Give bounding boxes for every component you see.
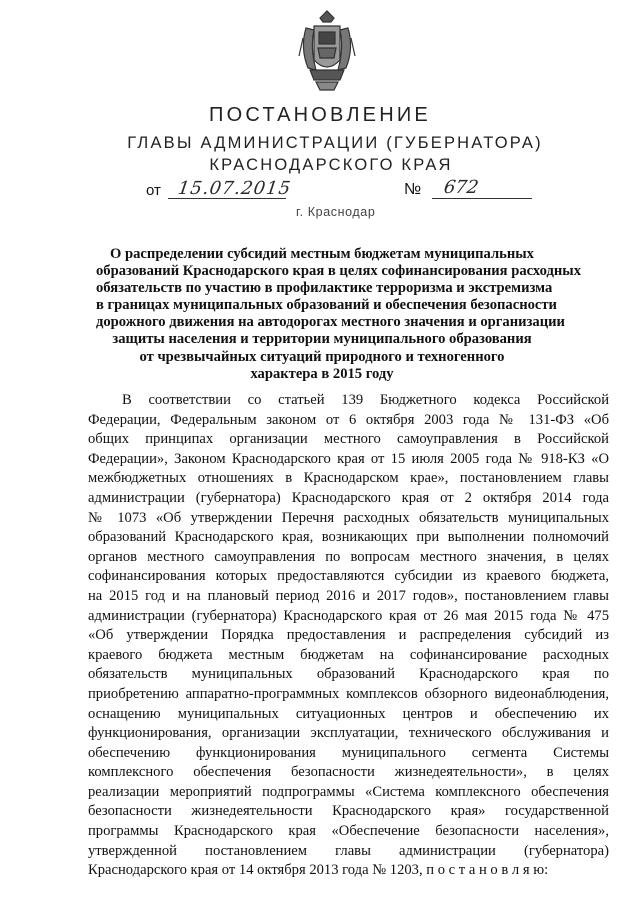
title-line: обязательств по участию в профилактике терроризма и экстремизма: [96, 280, 553, 297]
body-line: администрации (губернатора) Краснодарского края от 2 октября 2014 года: [88, 489, 609, 506]
body-line: № 1073 «Об утверждении Перечня расходных обязательств муниципальных: [88, 509, 609, 526]
document-body: [88, 391, 609, 881]
issuer-heading: ГЛАВЫ АДМИНИСТРАЦИИ (ГУБЕРНАТОРА): [127, 134, 543, 152]
body-line: приобретению аппаратно-программных комплексов обзорного видеонаблюдения,: [88, 685, 609, 702]
body-line: образований Краснодарского края, возникающих при выполнении полномочий: [88, 529, 609, 546]
title-line: дорожного движения на автодорогах местного значения и организации: [96, 314, 565, 331]
title-line: характера в 2015 году: [250, 365, 394, 382]
coat-of-arms-emblem: [298, 8, 356, 92]
body-line: оснащению муниципальных ситуационных центров и обеспечению их: [88, 705, 609, 722]
body-line: «Об утверждении Порядка предоставления и распределения субсидий из: [88, 627, 609, 644]
body-line: безопасности жизнедеятельности Краснодарского края» государственной: [88, 803, 609, 820]
document-title: [96, 246, 581, 383]
title-line: О распределении субсидий местным бюджетам муниципальных: [110, 246, 534, 262]
body-line: софинансирования которых предоставляются субсидии из краевого бюджета,: [88, 568, 609, 585]
body-line: программы Краснодарского края «Обеспечение безопасности населения»,: [88, 823, 609, 840]
body-line: обеспечению функционирования муниципального сегмента Системы: [88, 744, 609, 761]
handwritten-number: 672: [442, 177, 480, 198]
body-line: органов местного самоуправления по вопросам местного значения, в целях: [88, 548, 609, 565]
body-line-last: Краснодарского края от 14 октября 2013 года № 1203, п о с т а н о в л я ю:: [88, 862, 549, 879]
body-line: утвержденной постановлением главы администрации (губернатора): [88, 842, 609, 859]
title-line: в границах муниципальных образований и обеспечения безопасности: [96, 297, 557, 314]
handwritten-date: 15.07.2015: [176, 178, 293, 199]
body-line: реализации мероприятий подпрограммы «Система комплексного обеспечения: [88, 783, 609, 800]
number-prefix: №: [404, 181, 422, 198]
body-line: на 2015 год и на плановый период 2016 и 2017 годов», постановлением главы: [88, 587, 609, 604]
body-line: комплексного обеспечения безопасности жизнедеятельности», в целях: [88, 764, 609, 781]
number-underline: [432, 198, 532, 199]
region-heading: КРАСНОДАРСКОГО КРАЯ: [209, 156, 453, 174]
date-prefix: от: [146, 182, 161, 199]
body-line: краевого бюджета местным бюджетам на софинансирование расходных: [88, 646, 609, 663]
body-line: межбюджетных отношениях в Краснодарском крае», постановлением главы: [88, 470, 609, 487]
body-line: В соответствии со статьей 139 Бюджетного кодекса Российской: [122, 392, 609, 408]
body-line: администрации (губернатора) Краснодарского края от 26 мая 2015 года № 475: [88, 607, 609, 624]
body-line: общих принципах организации местного самоуправления в Российской: [88, 431, 609, 448]
body-line: Федерации», Законом Краснодарского края от 15 июля 2005 года № 918-КЗ «О: [88, 450, 609, 467]
document-type-heading: ПОСТАНОВЛЕНИЕ: [209, 104, 431, 126]
title-line: от чрезвычайных ситуаций природного и техногенного: [139, 348, 505, 365]
date-underline: [168, 198, 286, 199]
body-line: обязательств муниципальных образований Краснодарского края по: [88, 666, 609, 683]
city-label: г. Краснодар: [296, 205, 376, 219]
body-line: Федерации, Федеральным законом от 6 октября 2003 года № 131-ФЗ «Об: [88, 411, 609, 428]
title-line: образований Краснодарского края в целях софинансирования расходных: [96, 263, 581, 280]
body-line: функционирования, организации эксплуатации, технического обслуживания и: [88, 725, 609, 742]
title-line: защиты населения и территории муниципального образования: [112, 331, 532, 348]
